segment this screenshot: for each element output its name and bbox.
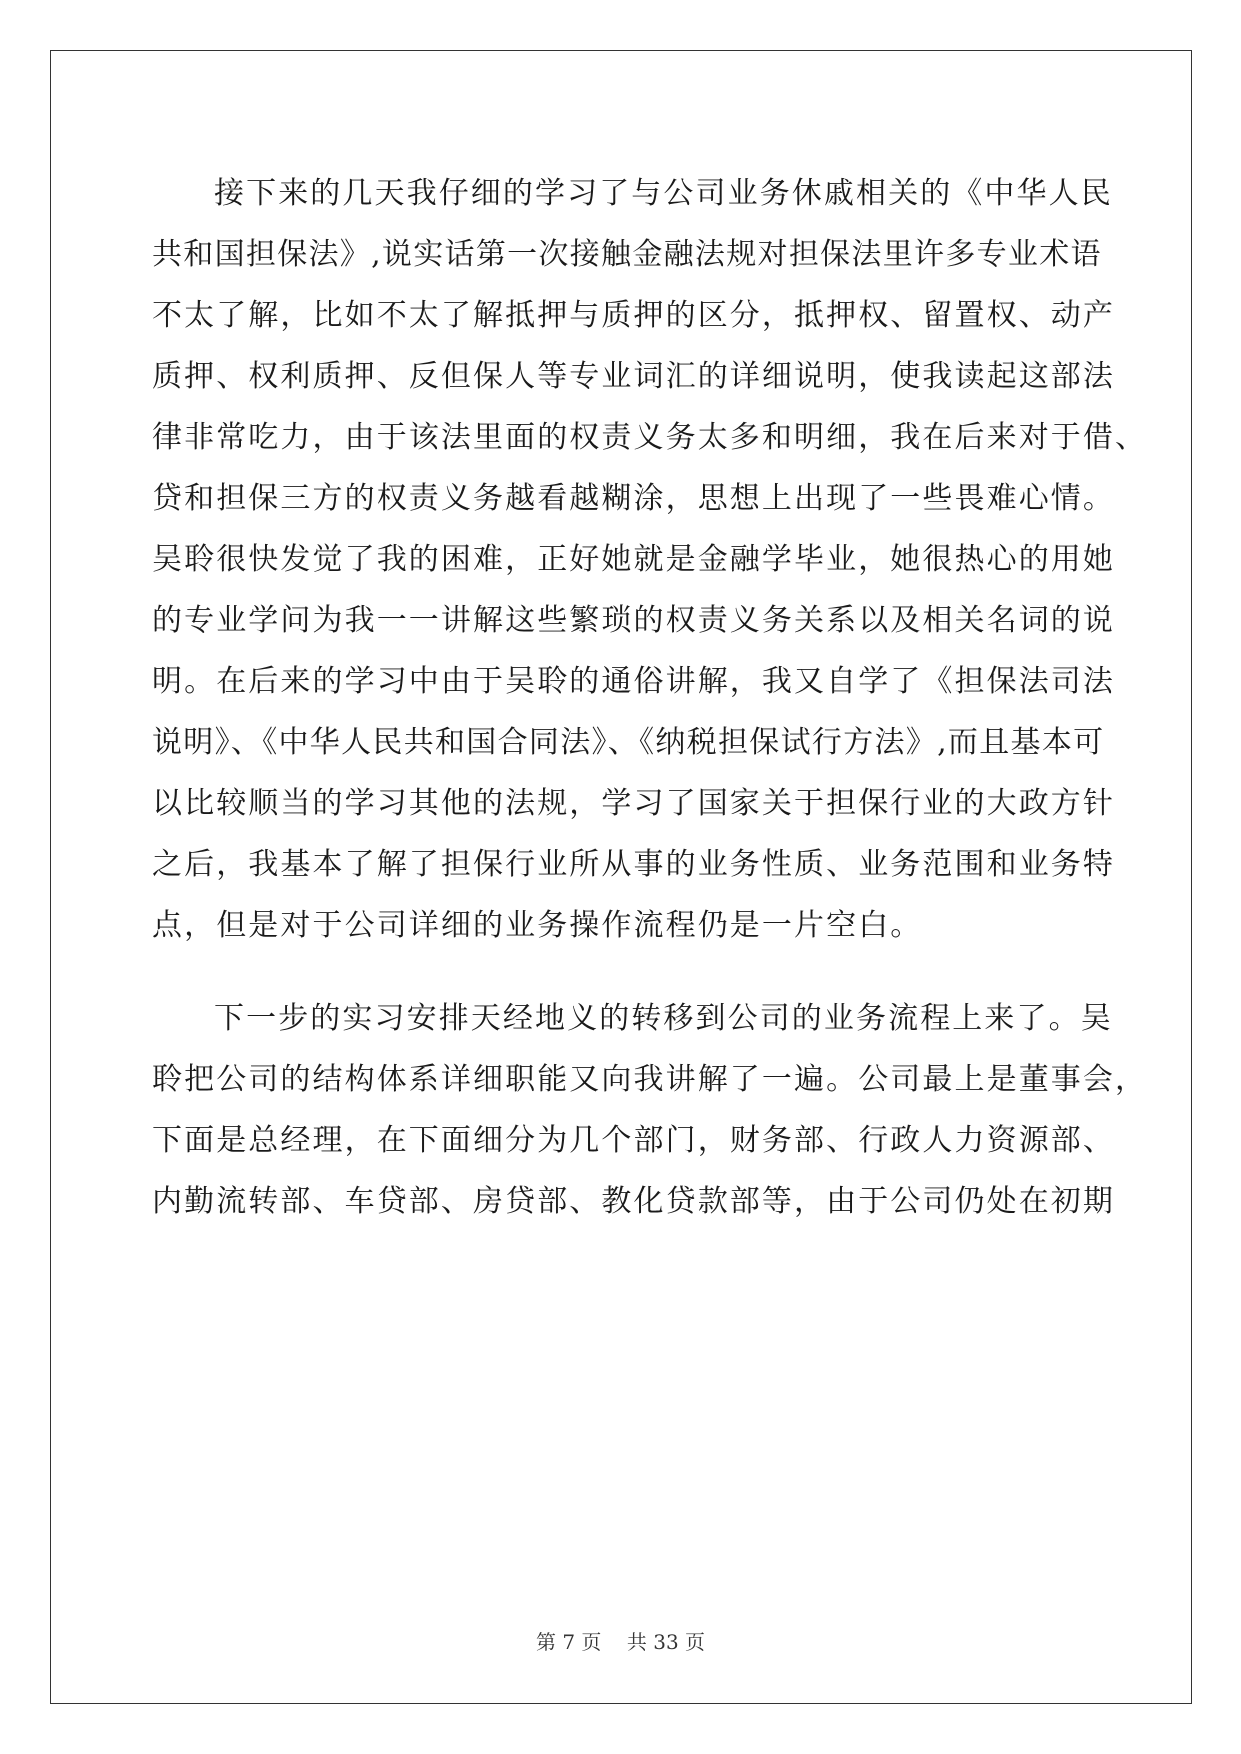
paragraph-2 [152, 988, 1148, 1232]
paragraph-1 [152, 163, 1148, 956]
text-line: 内勤流转部、车贷部、房贷部、教化贷款部等，由于公司仍处在初期 [152, 1184, 1115, 1219]
document-body [152, 163, 1148, 1232]
text-line: 贷和担保三方的权责义务越看越糊涂，思想上出现了一些畏难心情。 [152, 481, 1115, 516]
text-line: 之后，我基本了解了担保行业所从事的业务性质、业务范围和业务特 [152, 847, 1115, 882]
text-line: 明。在后来的学习中由于吴聆的通俗讲解，我又自学了《担保法司法 [152, 664, 1115, 699]
page-number: 第 7 页 [535, 1630, 602, 1654]
text-line: 以比较顺当的学习其他的法规，学习了国家关于担保行业的大政方针 [152, 786, 1115, 821]
text-line: 吴聆很快发觉了我的困难，正好她就是金融学毕业，她很热心的用她 [152, 542, 1115, 577]
text-line: 下面是总经理，在下面细分为几个部门，财务部、行政人力资源部、 [152, 1123, 1115, 1158]
text-line: 聆把公司的结构体系详细职能又向我讲解了一遍。公司最上是董事会， [152, 1062, 1148, 1097]
text-line: 的专业学问为我一一讲解这些繁琐的权责义务关系以及相关名词的说 [152, 603, 1115, 638]
text-line: 点，但是对于公司详细的业务操作流程仍是一片空白。 [152, 908, 923, 943]
text-line: 接下来的几天我仔细的学习了与公司业务休戚相关的《中华人民 [214, 176, 1113, 211]
text-line: 质押、权利质押、反但保人等专业词汇的详细说明，使我读起这部法 [152, 359, 1115, 394]
text-line: 不太了解，比如不太了解抵押与质押的区分，抵押权、留置权、动产 [152, 298, 1115, 333]
text-line: 说明》、《中华人民共和国合同法》、《纳税担保试行方法》,而且基本可 [152, 725, 1105, 760]
text-line: 下一步的实习安排天经地义的转移到公司的业务流程上来了。吴 [214, 1001, 1113, 1036]
page-footer [0, 1626, 1241, 1655]
text-line: 律非常吃力，由于该法里面的权责义务太多和明细，我在后来对于借、 [152, 420, 1148, 455]
total-pages: 共 33 页 [626, 1630, 706, 1654]
text-line: 共和国担保法》,说实话第一次接触金融法规对担保法里许多专业术语 [152, 237, 1102, 272]
